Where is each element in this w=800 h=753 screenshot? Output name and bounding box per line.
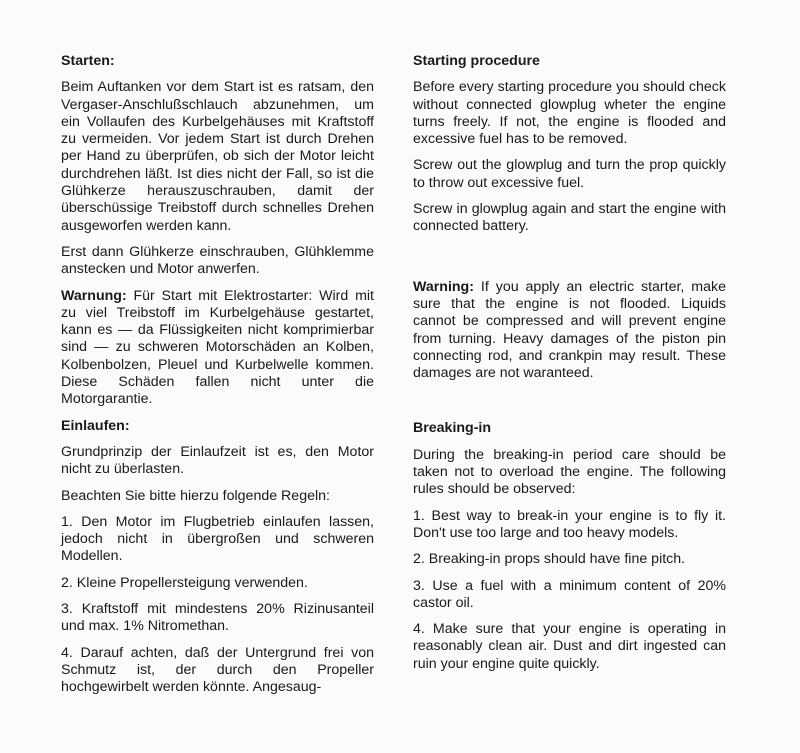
rule-1: 1. Best way to break-in your engine is to fly it. Don't use too large and too heavy models. bbox=[413, 507, 726, 541]
warning-text: If you apply an electric starter, make sure that the engine is not flooded. Liquids cannot be compressed and will prevent engine from turning. Heavy damages of the piston pin connecting rod, and crankpin may result. These damages are not waranteed. bbox=[413, 278, 726, 382]
paragraph-start-2: Erst dann Glühkerze einschrauben, Glühklemme anstecken und Motor anwerfen. bbox=[61, 243, 374, 278]
warning-paragraph bbox=[61, 288, 374, 409]
paragraph-start-3: Screw in glowplug again and start the engine with connected battery. bbox=[413, 201, 726, 235]
warning-label: Warning: bbox=[413, 278, 474, 295]
warning-label: Warnung: bbox=[61, 287, 127, 304]
heading-breaking-in: Breaking-in bbox=[413, 420, 492, 437]
heading-einlaufen: Einlaufen: bbox=[61, 417, 130, 434]
rule-2: 2. Kleine Propellersteigung verwenden. bbox=[61, 574, 308, 591]
heading-starten: Starten: bbox=[61, 53, 115, 69]
paragraph-breakin-1: During the breaking-in period care should be taken not to overload the engine. The following rules should be observed: bbox=[413, 446, 726, 498]
heading-starting-procedure: Starting procedure bbox=[413, 53, 540, 69]
rule-1: 1. Den Motor im Flugbetrieb einlaufen lassen, jedoch nicht in übergroßen und schweren Modellen. bbox=[61, 513, 374, 565]
rule-2: 2. Breaking-in props should have fine pitch. bbox=[413, 551, 686, 568]
paragraph-breakin-1: Grundprinzip der Einlaufzeit ist es, den Motor nicht zu überlasten. bbox=[61, 443, 374, 478]
paragraph-breakin-2: Beachten Sie bitte hierzu folgende Regeln: bbox=[61, 487, 330, 504]
english-column bbox=[413, 53, 726, 673]
rule-3: 3. Use a fuel with a minimum content of 20% castor oil. bbox=[413, 577, 726, 611]
warning-paragraph bbox=[413, 279, 726, 383]
german-column bbox=[61, 53, 374, 697]
paragraph-start-1: Before every starting procedure you should check without connected glowplug wheter the engine turns freely. If not, the engine is flooded and excessive fuel has to be removed. bbox=[413, 79, 726, 148]
warning-text: Für Start mit Elektrostarter: Wird mit zu viel Treibstoff im Kurbelgehäuse gestartet, kann es — da Flüssigkeiten nicht komprimierbar sind — zu schweren Motorschäden an Kolben, Kolbenbolzen, Pleuel und Kurbelwelle kommen. Diese Schäden fallen nicht unter die Motorgarantie. bbox=[61, 287, 374, 408]
paragraph-start-1: Beim Auftanken vor dem Start ist es ratsam, den Vergaser-Anschlußschlauch abzunehmen, um ein Vollaufen des Kurbelgehäuses mit Kraftstoff zu vermeiden. Vor jedem Start ist durch Drehen per Hand zu überprüfen, ob sich der Motor leicht durchdrehen läßt. Ist dies nicht der Fall, so ist die Glühkerze herauszuschrauben, damit der überschüssige Treibstoff durch schnelles Drehen ausgeworfen werden kann. bbox=[61, 79, 374, 234]
rule-3: 3. Kraftstoff mit mindestens 20% Rizinusanteil und max. 1% Nitromethan. bbox=[61, 601, 374, 635]
paragraph-start-2: Screw out the glowplug and turn the prop quickly to throw out excessive fuel. bbox=[413, 157, 726, 191]
rule-4: 4. Darauf achten, daß der Untergrund frei von Schmutz ist, der durch den Propeller hochgewirbelt werden könnte. Angesaug- bbox=[61, 644, 374, 696]
rule-4: 4. Make sure that your engine is operating in reasonably clean air. Dust and dirt ingested can ruin your engine quite quickly. bbox=[413, 621, 726, 672]
